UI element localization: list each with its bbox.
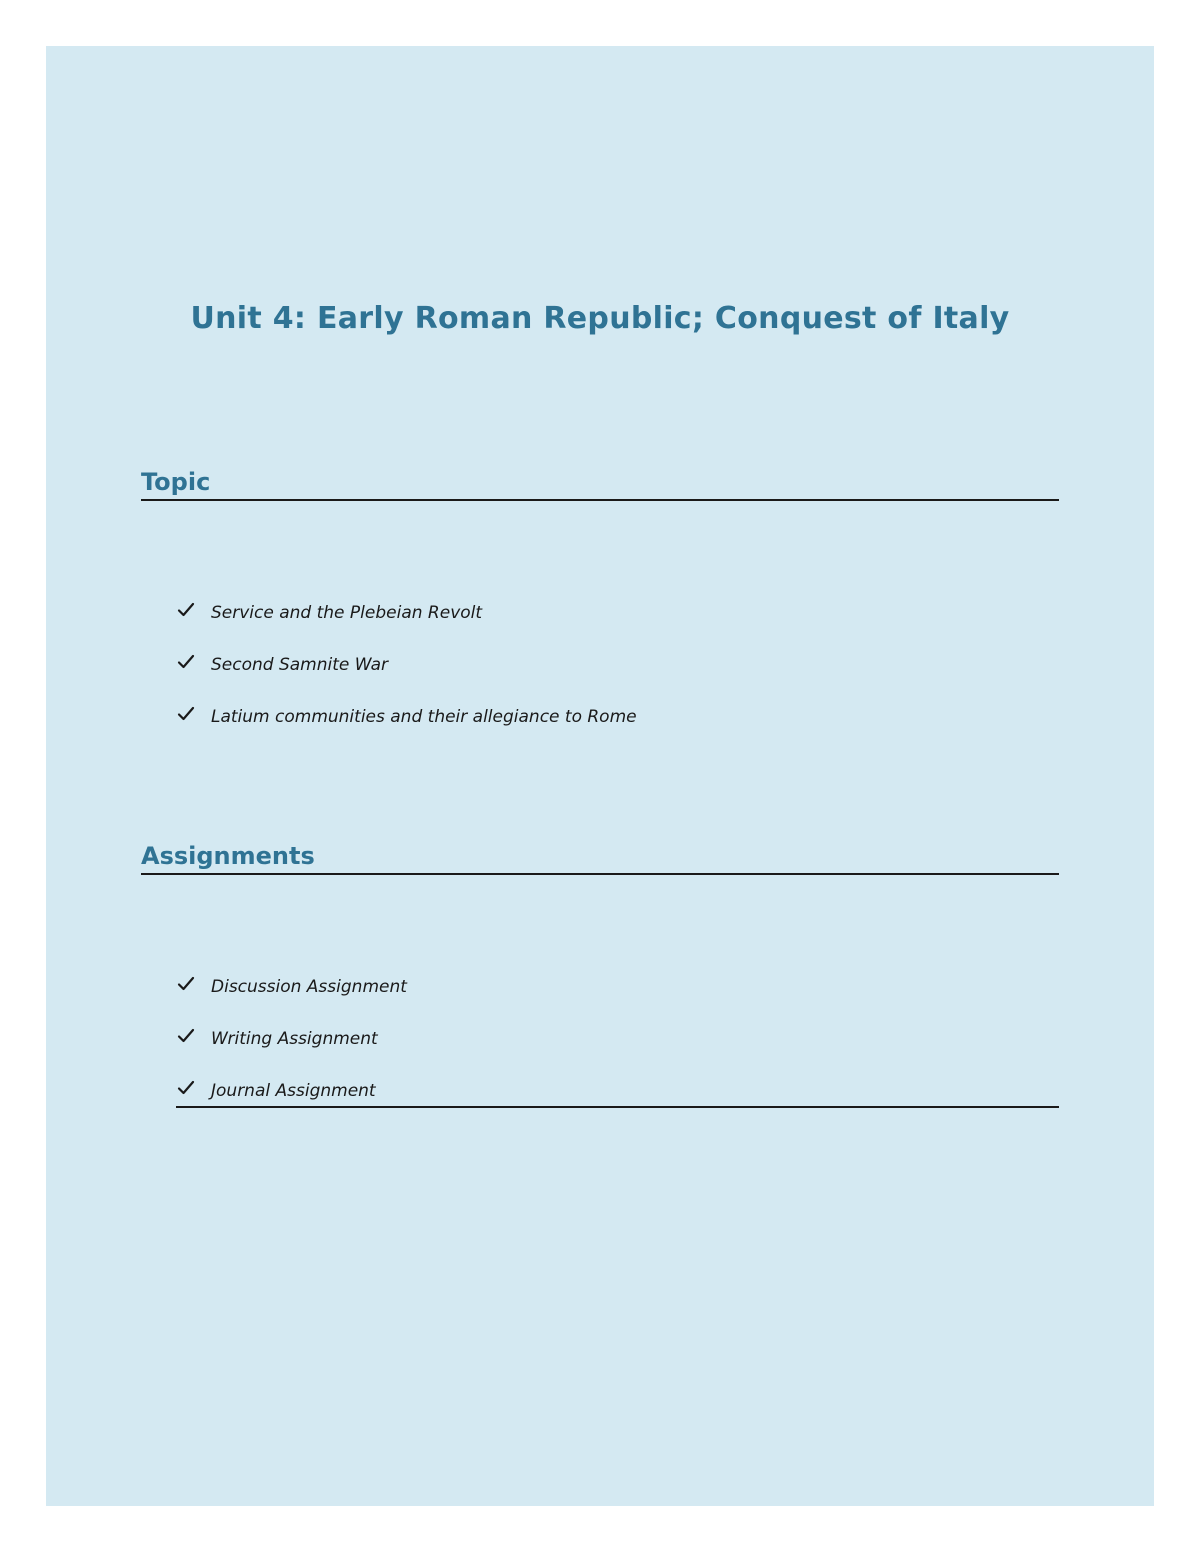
checkmark-icon — [176, 652, 196, 672]
assignment-item-text: Writing Assignment — [211, 1029, 378, 1049]
list-item — [176, 961, 407, 1013]
checkmark-icon — [176, 974, 196, 994]
checkmark-icon — [176, 1026, 196, 1046]
assignments-heading: Assignments — [141, 840, 1059, 875]
checkmark-icon — [176, 600, 196, 620]
checkmark-icon — [176, 1078, 196, 1098]
topic-heading: Topic — [141, 466, 1059, 501]
list-item — [176, 691, 637, 743]
checkmark-icon — [176, 704, 196, 724]
list-item — [176, 587, 637, 639]
topic-item-text: Service and the Plebeian Revolt — [211, 603, 483, 623]
bottom-divider — [176, 1106, 1059, 1108]
assignments-list — [176, 961, 407, 1117]
assignment-item-text: Journal Assignment — [211, 1081, 376, 1101]
page-title: Unit 4: Early Roman Republic; Conquest of Italy — [190, 301, 1010, 336]
page-background — [46, 46, 1154, 1506]
list-item — [176, 1065, 407, 1117]
assignment-item-text: Discussion Assignment — [211, 977, 407, 997]
list-item — [176, 639, 637, 691]
topic-item-text: Latium communities and their allegiance to Rome — [211, 707, 637, 727]
topic-item-text: Second Samnite War — [211, 655, 389, 675]
topic-list — [176, 587, 637, 743]
list-item — [176, 1013, 407, 1065]
